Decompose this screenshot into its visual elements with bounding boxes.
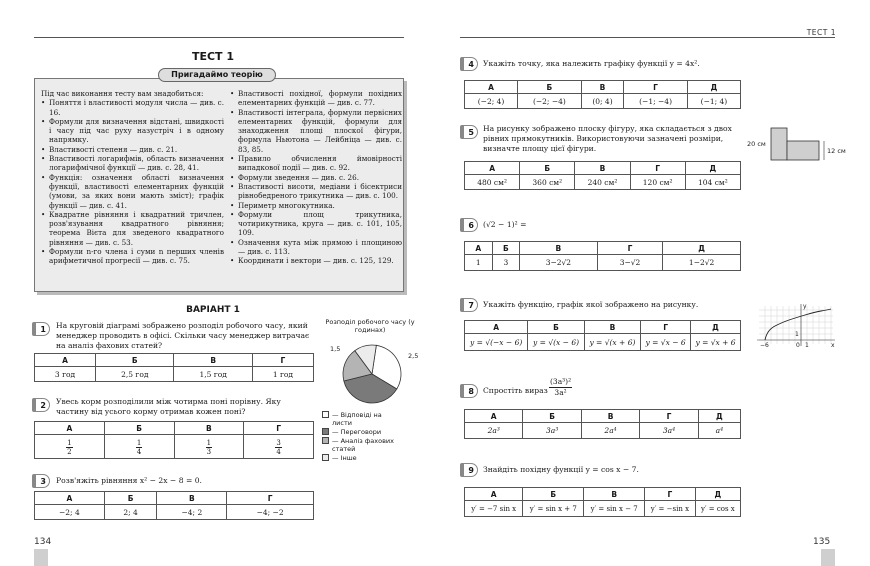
theory-item: • Поняття і властивості модуля числа — див. с. 16. [41, 98, 224, 117]
theory-item: • Означення кута між прямою і площиною — див. с. 113. [230, 238, 402, 257]
top-rule [460, 37, 835, 38]
answer-option[interactable] [104, 435, 174, 459]
numerator: 1 [67, 438, 72, 447]
legend-swatch [322, 454, 329, 461]
tick-label-one: 1 [805, 342, 809, 348]
answer-header: Г [244, 422, 314, 435]
answer-header: Д [663, 242, 741, 255]
answer-option[interactable]: y′ = sin x − 7 [584, 501, 645, 517]
answer-header: Б [104, 422, 174, 435]
question-number-4: 4 [460, 57, 478, 71]
fraction [66, 439, 72, 456]
question-1-text: На круговій діаграмі зображено розподіл робочого часу, який менеджер проводить в офісі. Скільки часу менеджер витрачає на аналіз фахових статей? [56, 321, 310, 350]
answer-header: Г [640, 410, 698, 423]
answer-table-2 [34, 421, 314, 459]
answer-option[interactable]: 360 см² [520, 175, 575, 190]
tick-label-zero: 0 [796, 342, 800, 348]
answer-option[interactable] [35, 435, 105, 459]
legend-label: — Аналіз фахових статей [332, 437, 394, 453]
top-rule [34, 37, 404, 38]
answer-header: В [174, 422, 244, 435]
theory-item: • Властивості похідної, формули похідних елементарних функцій — див. с. 77. [230, 89, 402, 108]
answer-header: Б [523, 410, 581, 423]
answer-option[interactable]: 3−√2 [597, 255, 662, 271]
theory-intro: Під час виконання тесту вам знадобиться: [41, 89, 204, 98]
answer-header: Б [528, 321, 584, 334]
fraction [136, 439, 142, 456]
answer-header: Г [630, 162, 685, 175]
question-5-text: На рисунку зображено плоску фігуру, яка складається з двох рівних прямокутників. Використовуючи зазначені розміри, визначте площу цієї фігури. [483, 124, 732, 153]
dim-left-label: 20 см [747, 140, 766, 148]
theory-item: • Функція: означення області визначення функції, властивості елементарних функцій (умови, за яких вони мають зміст); графік функції — див. с. 41. [41, 173, 224, 210]
answer-option[interactable]: 1−2√2 [663, 255, 741, 271]
answer-table-8 [464, 409, 741, 439]
answer-header: А [465, 321, 528, 334]
fraction [549, 377, 572, 398]
denominator: 2 [67, 447, 72, 456]
answer-header: Б [520, 162, 575, 175]
right-page [435, 0, 870, 566]
answer-header: Д [698, 410, 740, 423]
question-2-text: Увесь корм розподілили між чотирма поні порівну. Яку частину від усього корму отримав кожен поні? [56, 397, 281, 416]
question-number-3: 3 [32, 474, 50, 488]
answer-header: Б [96, 354, 174, 367]
page-tab-marker [34, 549, 48, 566]
theory-item: • Координати і вектори — див. с. 125, 129. [230, 256, 402, 265]
variant-title: ВАРІАНТ 1 [186, 305, 240, 315]
pie-legend [322, 411, 402, 463]
numerator: (3a³)² [550, 377, 572, 386]
answer-option[interactable]: 480 см² [465, 175, 520, 190]
answer-header: А [35, 422, 105, 435]
question-number-5: 5 [460, 125, 478, 139]
answer-option[interactable]: 104 см² [685, 175, 740, 190]
answer-option[interactable]: y = √(x + 6) [584, 334, 640, 351]
question-number-1: 1 [32, 322, 50, 336]
answer-option[interactable]: 2a⁴ [581, 423, 639, 439]
answer-header: Д [691, 321, 741, 334]
answer-option[interactable]: 3 [492, 255, 519, 271]
answer-option[interactable]: (0; 4) [581, 94, 624, 109]
y-axis-label: y [803, 303, 807, 310]
numerator: 1 [206, 438, 212, 447]
numerator: 1 [136, 438, 142, 447]
answer-table-5 [464, 161, 741, 190]
legend-swatch [322, 428, 329, 435]
theory-item: • Властивості степеня — див. с. 21. [41, 145, 224, 154]
question-number-7: 7 [460, 298, 478, 312]
answer-header: В [157, 492, 227, 505]
legend-label: — Відповіді на листи [332, 411, 382, 427]
legend-swatch [322, 411, 329, 418]
rectangle-horizontal [787, 141, 819, 160]
answer-header: В [174, 354, 252, 367]
pie-value-label: 2,5 [408, 352, 419, 360]
answer-header: Г [641, 321, 691, 334]
theory-item: • Властивості інтеграла, формули первісних елементарних функцій, формули для знаходження площі плоскої фігури, формула Ньютона — Лейбніца — див. с. 83, 85. [230, 108, 402, 154]
theory-item: • Правило обчислення ймовірності випадкової події — див. с. 92. [230, 154, 402, 173]
denominator: 3 [206, 447, 212, 456]
answer-option[interactable]: y = √x − 6 [641, 334, 691, 351]
answer-option[interactable]: 1 [465, 255, 493, 271]
theory-box [34, 78, 404, 292]
theory-item: • Формули площ трикутника, чотирикутника, круга — див. с. 101, 105, 109. [230, 210, 402, 238]
denominator: 3a² [554, 388, 567, 397]
answer-option[interactable]: 120 см² [630, 175, 685, 190]
answer-option[interactable]: (−1; 4) [687, 94, 740, 109]
answer-header: Г [252, 354, 313, 367]
answer-option[interactable]: (−1; −4) [624, 94, 688, 109]
theory-item: • Формули n-го члена і суми n перших членів арифметичної прогресії — див. с. 75. [41, 247, 224, 266]
rectangles-figure [743, 125, 853, 165]
legend-entry [322, 454, 402, 462]
legend-label: — Переговори [332, 428, 382, 436]
theory-item: • Властивості висоти, медіани і бісектриси рівнобедреного трикутника — див. с. 100. [230, 182, 402, 201]
page-tab-marker [821, 549, 835, 566]
legend-entry [322, 428, 402, 436]
answer-table-6 [464, 241, 741, 271]
answer-option[interactable]: 3−2√2 [520, 255, 598, 271]
answer-table-9 [464, 487, 741, 517]
answer-header: А [465, 410, 523, 423]
answer-header: Г [645, 488, 696, 501]
theory-item: • Квадратне рівняння і квадратний тричлен, розв'язування квадратного рівняння; теорема Вієта для зведеного квадратного рівняння — див. с. 53. [41, 210, 224, 247]
answer-option[interactable]: y′ = cos x [695, 501, 740, 517]
answer-option[interactable] [174, 435, 244, 459]
answer-option[interactable]: a⁴ [698, 423, 740, 439]
theory-item: • Властивості логарифмів, область визначення логарифмічної функції — див. с. 28, 41. [41, 154, 224, 173]
answer-option[interactable]: y = √(−x − 6) [465, 334, 528, 351]
question-number-8: 8 [460, 384, 478, 398]
pie-chart [328, 338, 420, 410]
theory-column-1 [41, 89, 224, 266]
question-3-text: Розв'яжіть рівняння x² − 2x − 8 = 0. [56, 476, 202, 485]
answer-option[interactable]: 2a³ [465, 423, 523, 439]
answer-header: В [520, 242, 598, 255]
answer-header: А [465, 81, 518, 94]
answer-option[interactable]: 3 год [35, 367, 96, 382]
tick-label-y-one: 1 [795, 331, 799, 338]
answer-table-7 [464, 320, 741, 351]
x-axis-label: x [831, 342, 835, 348]
answer-option[interactable]: 3a⁴ [640, 423, 698, 439]
answer-option[interactable]: y = √(x − 6) [528, 334, 584, 351]
pie-value-label: 1,5 [330, 345, 341, 353]
answer-header: Г [624, 81, 688, 94]
answer-header: Д [695, 488, 740, 501]
answer-option[interactable]: 240 см² [575, 175, 630, 190]
answer-table-1 [34, 353, 314, 382]
answer-header: А [465, 242, 493, 255]
answer-option[interactable] [244, 435, 314, 459]
answer-header: Б [104, 492, 157, 505]
page-number: 135 [813, 537, 831, 547]
denominator: 4 [276, 447, 281, 456]
answer-header: Б [518, 81, 582, 94]
numerator: 3 [276, 438, 281, 447]
legend-entry [322, 411, 402, 427]
question-9-text: Знайдіть похідну функції y = cos x − 7. [483, 465, 639, 474]
answer-option[interactable]: 2; 4 [104, 505, 157, 520]
question-6-text: (√2 − 1)² = [483, 220, 527, 229]
answer-header: В [575, 162, 630, 175]
pie-chart-title: Розподіл робочого часу (у годинах) [325, 318, 415, 334]
question-number-9: 9 [460, 463, 478, 477]
answer-header: Г [597, 242, 662, 255]
answer-option[interactable]: y = √x + 6 [691, 334, 741, 351]
answer-option[interactable]: 2,5 год [96, 367, 174, 382]
legend-swatch [322, 437, 329, 444]
answer-header: А [465, 162, 520, 175]
answer-option[interactable]: (−2; 4) [465, 94, 518, 109]
answer-option[interactable]: 3a³ [523, 423, 581, 439]
answer-header: В [584, 488, 645, 501]
question-8-text: Спростіть вираз [483, 386, 548, 395]
answer-option[interactable]: (−2; −4) [518, 94, 582, 109]
answer-header: А [465, 488, 523, 501]
answer-option[interactable]: y′ = −7 sin x [465, 501, 523, 517]
answer-option[interactable]: −4; −2 [227, 505, 314, 520]
denominator: 4 [136, 447, 142, 456]
answer-header: Б [523, 488, 584, 501]
answer-option[interactable]: 1 год [252, 367, 313, 382]
answer-option[interactable]: −2; 4 [35, 505, 105, 520]
answer-option[interactable]: y′ = sin x + 7 [523, 501, 584, 517]
answer-header: Б [492, 242, 519, 255]
function-graph [755, 302, 837, 348]
tick-label-neg6: −6 [760, 342, 769, 348]
answer-header: А [35, 354, 96, 367]
question-7-text: Укажіть функцію, графік якої зображено на рисунку. [483, 300, 699, 309]
answer-option[interactable]: −4; 2 [157, 505, 227, 520]
fraction [206, 439, 212, 456]
answer-table-3 [34, 491, 314, 520]
theory-column-2 [230, 89, 402, 266]
theory-tab: Пригадаймо теорію [158, 68, 276, 82]
answer-header: А [35, 492, 105, 505]
legend-label: — Інше [332, 454, 357, 462]
theory-item: • Формули для визначення відстані, швидкості і часу під час руху назустріч і в одному напрямку. [41, 117, 224, 145]
legend-entry [322, 437, 402, 453]
theory-item: • Формули зведення — див. с. 26. [230, 173, 402, 182]
answer-header: В [581, 81, 624, 94]
answer-header: Д [687, 81, 740, 94]
page-number: 134 [34, 537, 52, 547]
test-title: ТЕСТ 1 [191, 50, 235, 63]
question-number-2: 2 [32, 398, 50, 412]
answer-header: Г [227, 492, 314, 505]
expression-fraction [549, 377, 572, 398]
answer-header: В [584, 321, 640, 334]
answer-option[interactable]: y′ = −sin x [645, 501, 696, 517]
answer-option[interactable]: 1,5 год [174, 367, 252, 382]
answer-header: Д [685, 162, 740, 175]
theory-item: • Периметр многокутника. [230, 201, 402, 210]
question-number-6: 6 [460, 218, 478, 232]
fraction [275, 439, 281, 456]
rectangle-vertical [771, 128, 787, 160]
dim-right-label: 12 см [827, 147, 846, 155]
answer-table-4 [464, 80, 741, 109]
question-4-text: Укажіть точку, яка належить графіку функції y = 4x². [483, 59, 700, 68]
answer-header: В [581, 410, 639, 423]
running-head: ТЕСТ 1 [806, 28, 836, 37]
